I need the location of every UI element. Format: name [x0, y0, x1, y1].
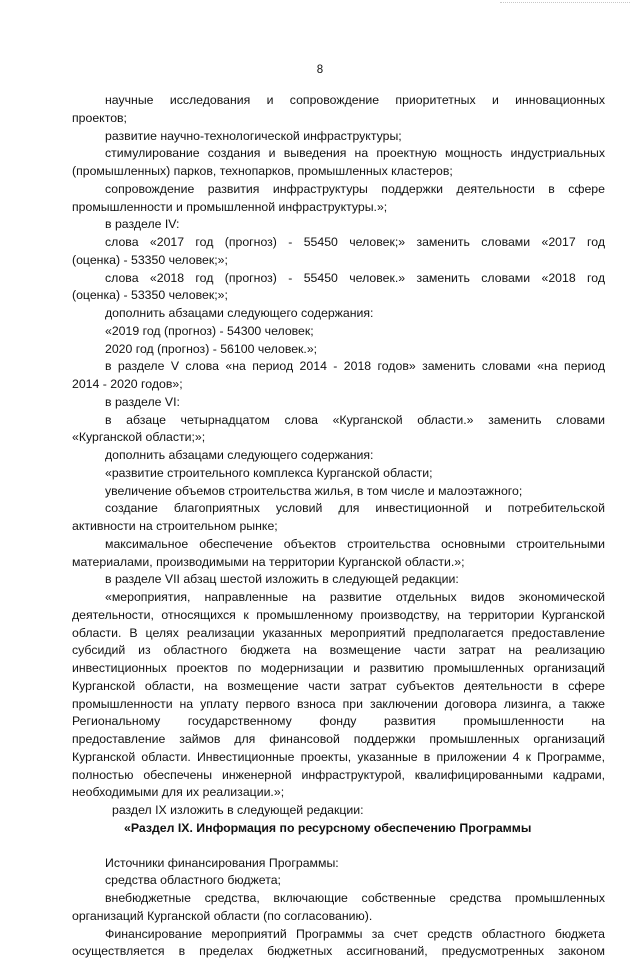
text-line: (оценка) - 53350 человек;»;: [72, 252, 605, 270]
text-line: внебюджетные средства, включающие собственные средства промышленных: [72, 890, 605, 908]
text-line: «Курганской области;»;: [72, 429, 605, 447]
text-line: слова «2018 год (прогноз) - 55450 человек.» заменить словами «2018 год: [72, 270, 605, 288]
text-line: промышленности и промышленной инфраструктуры.»;: [72, 199, 605, 217]
text-line: «развитие строительного комплекса Курганской области;: [72, 465, 605, 483]
text-line: промышленности на уплату первого взноса при заключении договора лизинга, а также: [72, 696, 605, 714]
text-line: развитие научно-технологической инфраструктуры;: [72, 128, 605, 146]
section-heading: «Раздел IX. Информация по ресурсному обеспечению Программы: [72, 820, 605, 838]
text-line: увеличение объемов строительства жилья, в том числе и малоэтажного;: [72, 483, 605, 501]
text-line: осуществляется в пределах бюджетных ассигнований, предусмотренных законом: [72, 943, 605, 961]
document-body: [72, 92, 605, 961]
text-line: «мероприятия, направленные на развитие отдельных видов экономической: [72, 589, 605, 607]
text-line: Курганской области, на возмещение части затрат субъектов деятельности в сфере: [72, 678, 605, 696]
text-line: создание благоприятных условий для инвестиционной и потребительской: [72, 500, 605, 518]
text-line: Финансирование мероприятий Программы за счет средств областного бюджета: [72, 926, 605, 944]
text-line: Региональному государственному фонду развития промышленности на: [72, 713, 605, 731]
scan-artifact: [500, 2, 630, 9]
text-line: (промышленных) парков, технопарков, промышленных кластеров;: [72, 163, 605, 181]
text-line: необходимыми для их реализации.»;: [72, 784, 605, 802]
text-block-amendments: [72, 92, 605, 820]
text-line: 2014 - 2020 годов»;: [72, 376, 605, 394]
text-line: в разделе VI:: [72, 394, 605, 412]
page-number: 8: [0, 64, 640, 76]
text-line: сопровождение развития инфраструктуры поддержки деятельности в сфере: [72, 181, 605, 199]
text-line: раздел IX изложить в следующей редакции:: [72, 802, 605, 820]
text-line: области. В целях реализации указанных мероприятий предполагается предоставление: [72, 625, 605, 643]
text-line: проектов;: [72, 110, 605, 128]
text-block-funding: [72, 855, 605, 961]
text-line: дополнить абзацами следующего содержания:: [72, 305, 605, 323]
text-line: (оценка) - 53350 человек;»;: [72, 287, 605, 305]
text-line: в абзаце четырнадцатом слова «Курганской области.» заменить словами: [72, 412, 605, 430]
text-line: активности на строительном рынке;: [72, 518, 605, 536]
text-line: средства областного бюджета;: [72, 872, 605, 890]
text-line: слова «2017 год (прогноз) - 55450 человек;» заменить словами «2017 год: [72, 234, 605, 252]
text-line: максимальное обеспечение объектов строительства основными строительными: [72, 536, 605, 554]
text-line: в разделе IV:: [72, 216, 605, 234]
text-line: в разделе V слова «на период 2014 - 2018 годов» заменить словами «на период: [72, 358, 605, 376]
text-line: материалами, производимыми на территории Курганской области.»;: [72, 554, 605, 572]
spacer: [72, 838, 605, 855]
text-line: стимулирование создания и выведения на проектную мощность индустриальных: [72, 145, 605, 163]
text-line: «2019 год (прогноз) - 54300 человек;: [72, 323, 605, 341]
text-line: субсидий из областного бюджета на возмещение части затрат на реализацию: [72, 642, 605, 660]
text-line: научные исследования и сопровождение приоритетных и инновационных: [72, 92, 605, 110]
text-line: в разделе VII абзац шестой изложить в следующей редакции:: [72, 571, 605, 589]
text-line: деятельности, относящихся к промышленному производству, на территории Курганской: [72, 607, 605, 625]
text-line: дополнить абзацами следующего содержания:: [72, 447, 605, 465]
text-line: 2020 год (прогноз) - 56100 человек.»;: [72, 341, 605, 359]
text-line: Курганской области. Инвестиционные проекты, указанные в приложении 4 к Программе,: [72, 749, 605, 767]
text-line: предоставление займов для финансовой поддержки промышленных организаций: [72, 731, 605, 749]
text-line: организаций Курганской области (по согласованию).: [72, 908, 605, 926]
text-line: инвестиционных проектов по модернизации и развитию промышленных организаций: [72, 660, 605, 678]
text-line: полностью обеспечены инженерной инфраструктурой, квалифицированными кадрами,: [72, 767, 605, 785]
text-line: Источники финансирования Программы:: [72, 855, 605, 873]
